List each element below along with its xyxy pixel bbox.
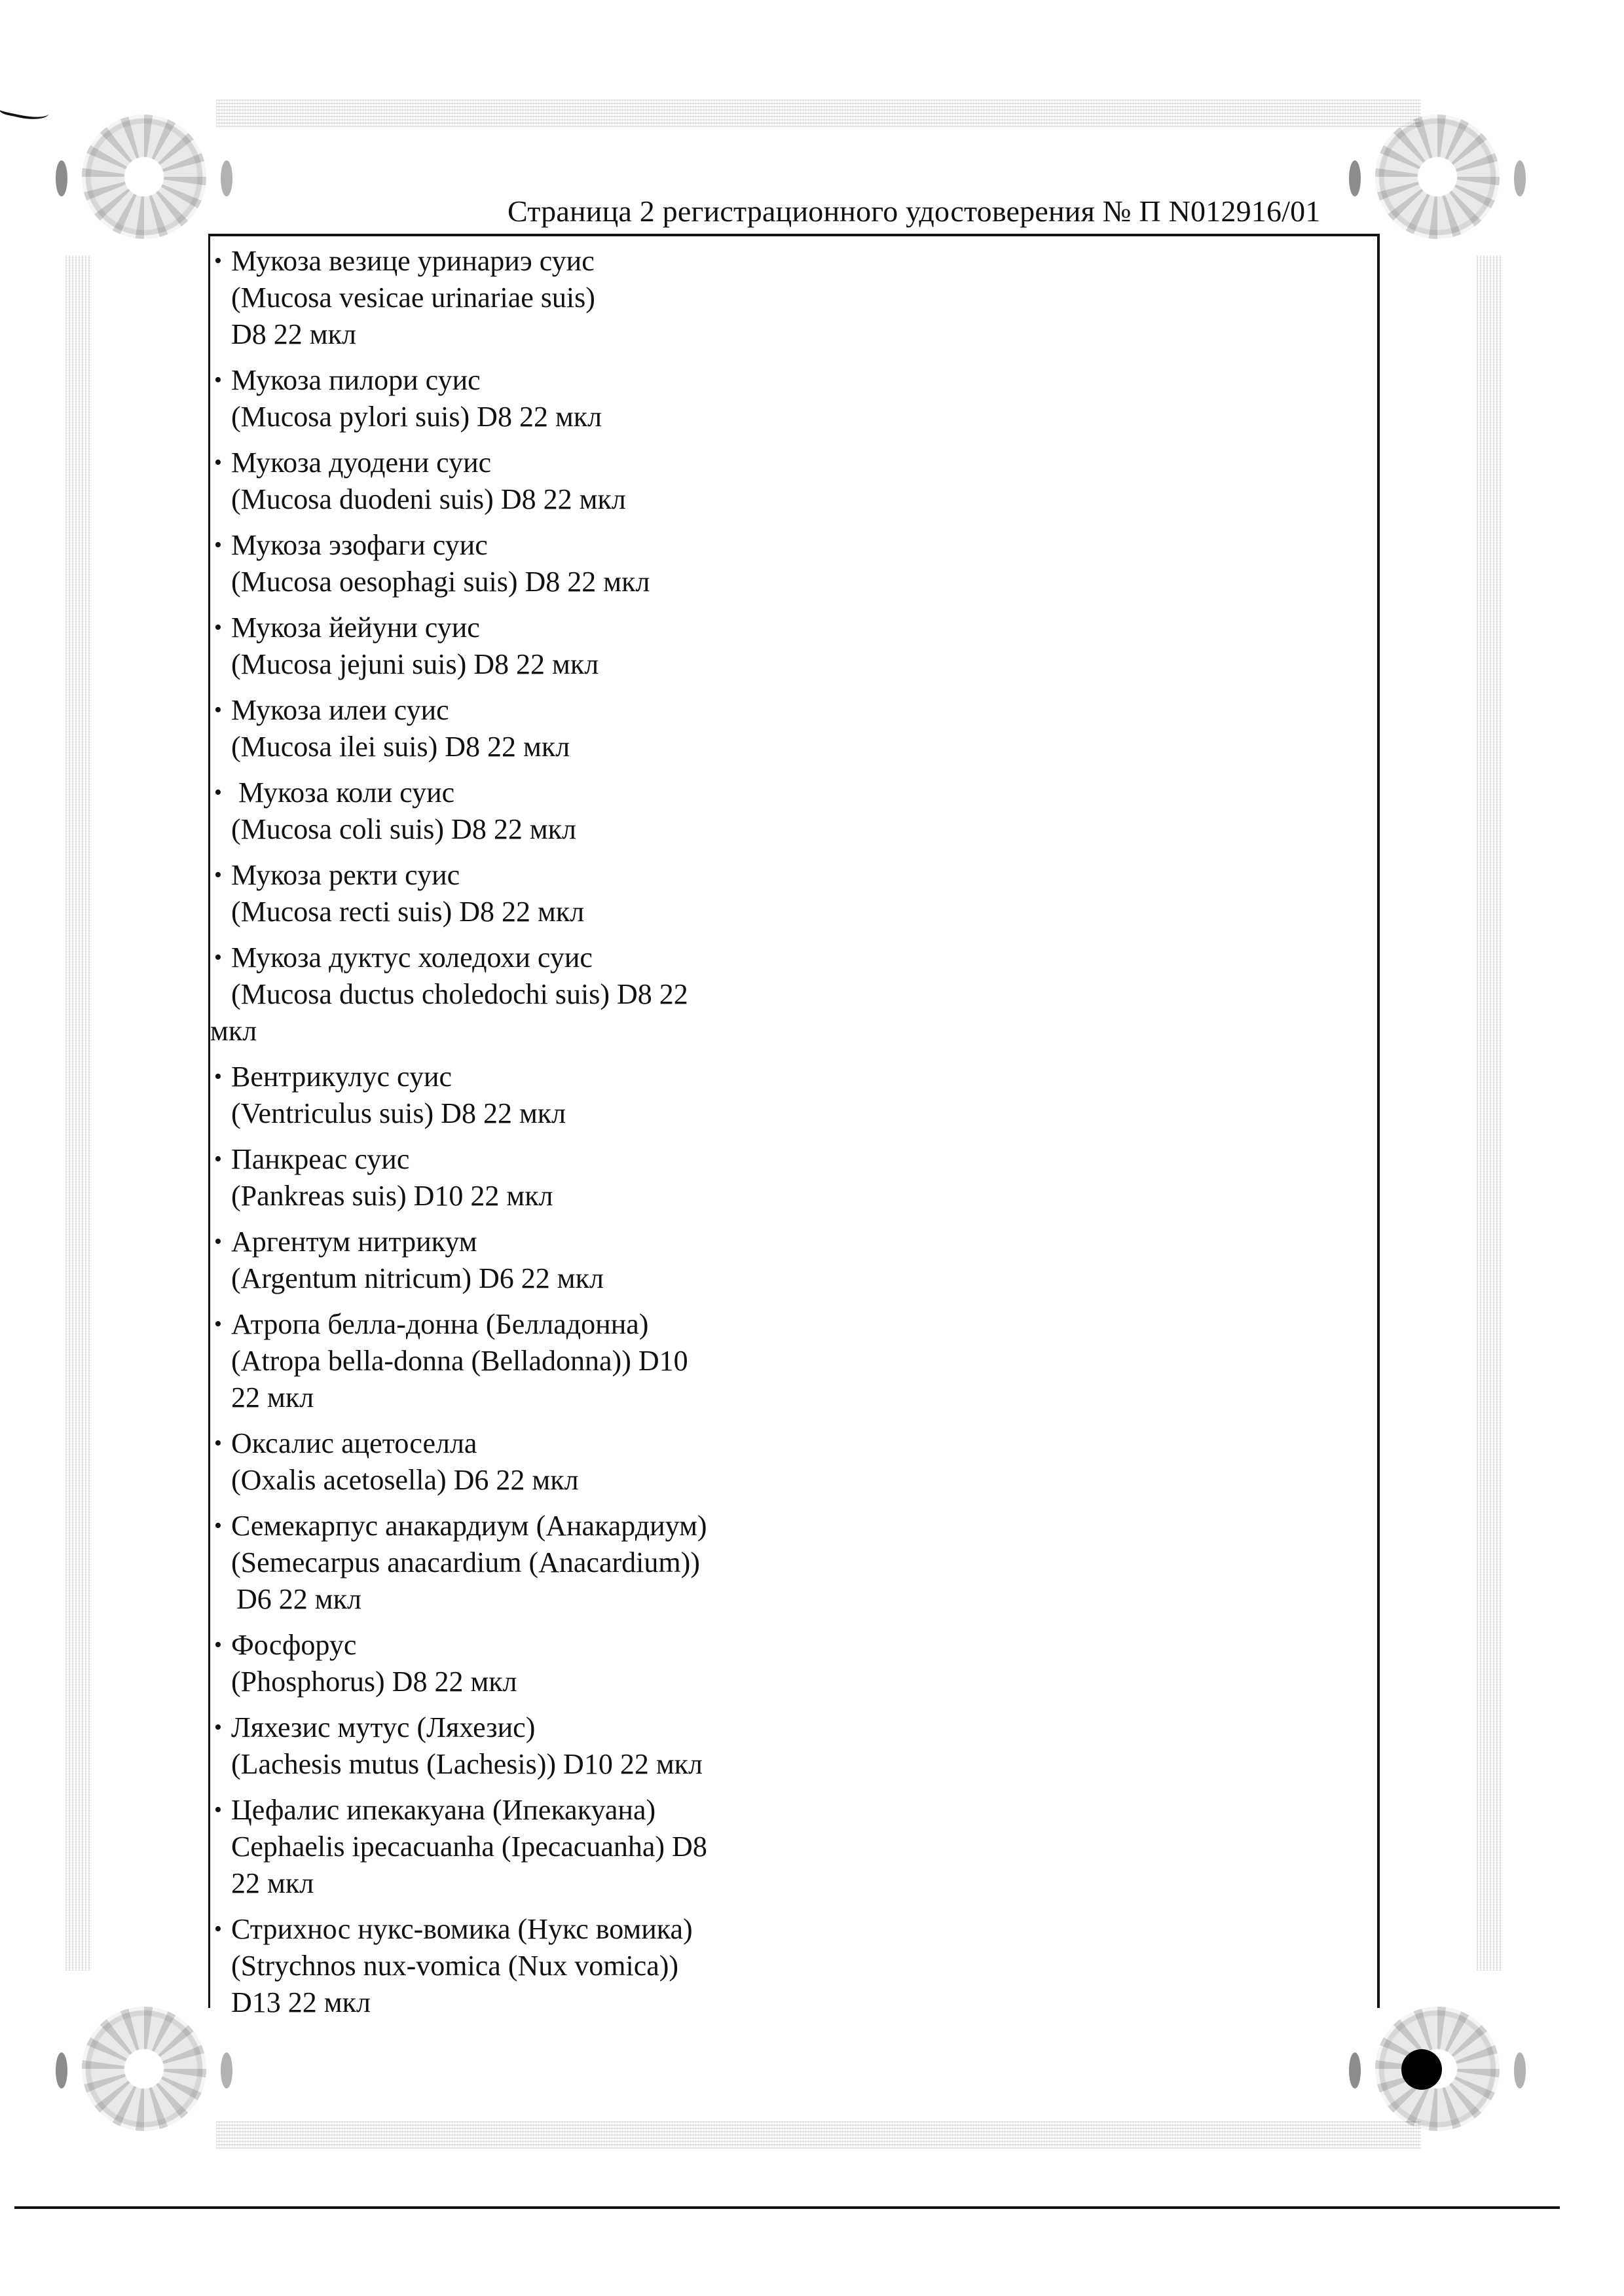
ingredient-latin-name: (Argentum nitricum) D6 22 мкл	[231, 1262, 604, 1294]
ingredient-russian-name: Мукоза эзофаги суис	[231, 529, 488, 561]
ingredient-item	[210, 1059, 821, 1132]
ingredient-item	[210, 243, 821, 353]
bullet-icon: •	[214, 1798, 222, 1822]
bullet-icon: •	[214, 698, 222, 722]
ingredient-russian-name: Мукоза йейуни суис	[231, 611, 480, 644]
ingredient-item	[210, 857, 821, 930]
ingredient-latin-name: (Semecarpus anacardium (Anacardium))	[231, 1546, 700, 1578]
ingredient-latin-name: (Oxalis acetosella) D6 22 мкл	[231, 1464, 579, 1496]
ingredient-latin-name: (Mucosa coli suis) D8 22 мкл	[231, 813, 577, 845]
ingredient-dose: D13 22 мкл	[231, 1986, 371, 2018]
bullet-icon: •	[214, 249, 222, 273]
ingredient-russian-name: Мукоза дуодени суис	[231, 446, 492, 479]
ingredient-russian-name: Цефалис ипекакуана (Ипекакуана)	[231, 1794, 656, 1826]
bullet-icon: •	[214, 368, 222, 392]
bullet-icon: •	[214, 615, 222, 640]
ingredient-item	[210, 610, 821, 683]
bullet-icon: •	[214, 1147, 222, 1171]
ingredient-item	[210, 362, 821, 435]
ingredient-dose: 22 мкл	[231, 1867, 314, 1899]
ingredient-russian-name: Ляхезис мутус (Ляхезис)	[231, 1711, 536, 1743]
ingredient-latin-name: (Strychnos nux-vomica (Nux vomica))	[231, 1950, 679, 1982]
ingredient-item	[210, 1141, 821, 1214]
rosette-icon	[82, 115, 206, 239]
ingredient-latin-name: (Mucosa ilei suis) D8 22 мкл	[231, 731, 570, 763]
pen-mark	[0, 96, 50, 123]
ingredient-dose: мкл	[210, 1015, 257, 1047]
ingredient-latin-name: (Mucosa vesicae urinariae suis)	[231, 282, 595, 314]
ingredient-russian-name: Мукоза илеи суис	[231, 694, 449, 726]
ingredient-russian-name: Мукоза дуктус холедохи суис	[231, 941, 593, 974]
bullet-icon: •	[214, 1230, 222, 1254]
bullet-icon: •	[214, 780, 222, 805]
ingredient-latin-name: (Mucosa duodeni suis) D8 22 мкл	[231, 483, 626, 515]
ingredient-item	[210, 445, 821, 518]
ingredient-item	[210, 1508, 821, 1618]
ingredient-latin-name: (Pankreas suis) D10 22 мкл	[231, 1180, 553, 1212]
ingredient-russian-name: Мукоза везице уринариэ суис	[231, 245, 595, 277]
bullet-icon: •	[214, 533, 222, 557]
ingredient-dose: D6 22 мкл	[236, 1583, 361, 1615]
ingredient-russian-name: Панкреас суис	[231, 1143, 410, 1175]
bottom-divider	[14, 2206, 1560, 2209]
bullet-icon: •	[214, 1431, 222, 1455]
ingredient-latin-name: Cephaelis ipecacuanha (Ipecacuanha) D8	[231, 1831, 707, 1863]
seal-dot-icon	[1401, 2049, 1442, 2090]
bullet-icon: •	[214, 1917, 222, 1941]
ingredient-russian-name: Аргентум нитрикум	[231, 1226, 477, 1258]
ingredient-item	[210, 1709, 821, 1783]
page-header: Страница 2 регистрационного удостоверения № П N012916/01	[507, 194, 1321, 228]
ingredient-box	[208, 234, 1380, 2018]
ingredient-item	[210, 1792, 821, 1902]
rosette-icon	[1375, 115, 1500, 239]
ingredient-item	[210, 692, 821, 765]
ingredient-latin-name: (Mucosa ductus choledochi suis) D8 22	[231, 978, 688, 1010]
guilloche-border-top	[216, 100, 1421, 127]
ingredient-latin-name: (Atropa bella-donna (Belladonna)) D10	[231, 1345, 688, 1377]
ingredient-item	[210, 527, 821, 600]
guilloche-border-left	[65, 255, 92, 1971]
ingredient-russian-name: Вентрикулус суис	[231, 1061, 452, 1093]
bullet-icon: •	[214, 450, 222, 475]
bullet-icon: •	[214, 863, 222, 887]
guilloche-border-right	[1477, 255, 1503, 1971]
ingredient-item	[210, 1306, 821, 1416]
rosette-icon	[82, 2007, 206, 2131]
guilloche-border-bottom	[216, 2121, 1421, 2149]
ingredient-latin-name: (Phosphorus) D8 22 мкл	[231, 1666, 517, 1698]
ingredient-item	[210, 939, 821, 1049]
ingredient-list	[210, 236, 1377, 2021]
bullet-icon: •	[214, 1312, 222, 1336]
ingredient-latin-name: (Mucosa recti suis) D8 22 мкл	[231, 896, 585, 928]
ingredient-latin-name: (Mucosa pylori suis) D8 22 мкл	[231, 401, 602, 433]
bullet-icon: •	[214, 1633, 222, 1657]
ingredient-russian-name: Стрихнос нукс-вомика (Нукс вомика)	[231, 1913, 693, 1945]
ingredient-dose: D8 22 мкл	[231, 318, 356, 350]
bullet-icon: •	[214, 1514, 222, 1538]
ingredient-russian-name: Атропа белла-донна (Белладонна)	[231, 1308, 649, 1340]
bullet-icon: •	[214, 1715, 222, 1740]
ingredient-russian-name: Мукоза коли суис	[231, 776, 455, 809]
ingredient-item	[210, 1627, 821, 1700]
ingredient-russian-name: Мукоза ректи суис	[231, 859, 460, 891]
ingredient-item	[210, 774, 821, 848]
ingredient-dose: 22 мкл	[231, 1381, 314, 1413]
ingredient-latin-name: (Ventriculus suis) D8 22 мкл	[231, 1097, 566, 1129]
ingredient-item	[210, 1224, 821, 1297]
ingredient-russian-name: Оксалис ацетоселла	[231, 1427, 477, 1459]
ingredient-russian-name: Мукоза пилори суис	[231, 364, 481, 396]
ingredient-item	[210, 1425, 821, 1499]
ingredient-russian-name: Семекарпус анакардиум (Анакардиум)	[231, 1510, 707, 1542]
bullet-icon: •	[214, 945, 222, 970]
ingredient-latin-name: (Mucosa oesophagi suis) D8 22 мкл	[231, 566, 650, 598]
ingredient-latin-name: (Lachesis mutus (Lachesis)) D10 22 мкл	[231, 1748, 703, 1780]
ingredient-item	[210, 1911, 821, 2021]
ingredient-russian-name: Фосфорус	[231, 1629, 357, 1661]
bullet-icon: •	[214, 1065, 222, 1089]
ingredient-latin-name: (Mucosa jejuni suis) D8 22 мкл	[231, 648, 599, 680]
